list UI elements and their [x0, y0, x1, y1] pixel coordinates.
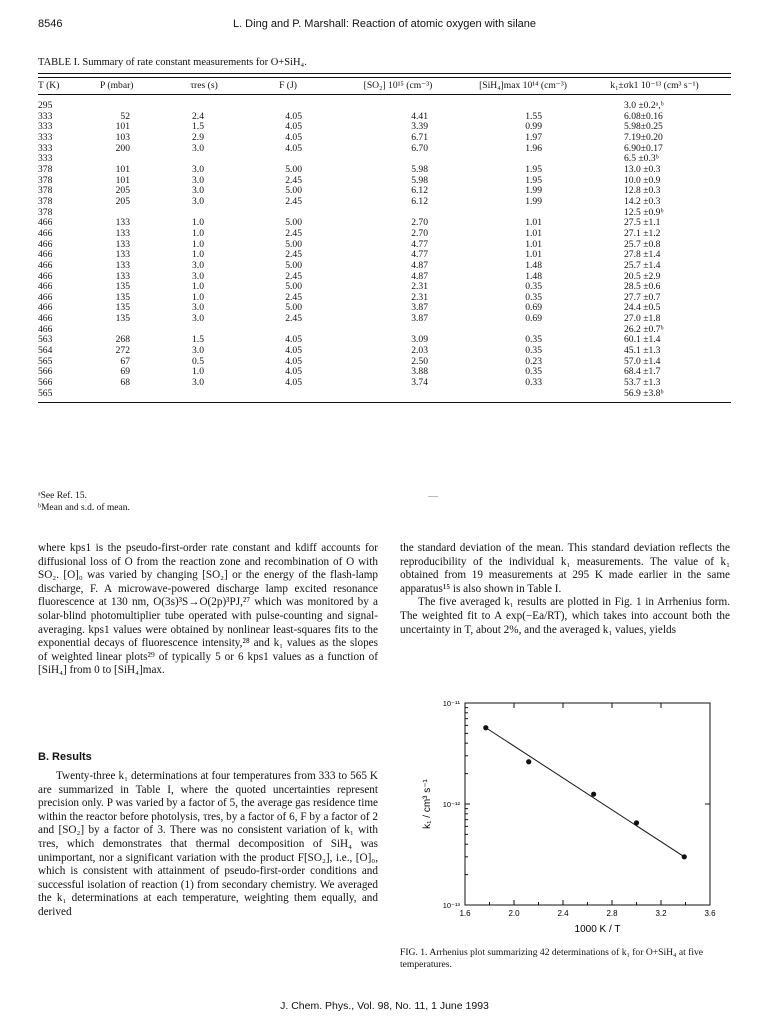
table-cell: 563 [38, 334, 53, 346]
table-cell: 4.05 [285, 142, 302, 154]
paragraph: Twenty-three k₁ determinations at four temperatures from 333 to 565 K are summarized in Table I, where the quoted uncertainties represent precision only. P was varied by a factor of 5, the average gas residence time within the reactor before photolysis, τres, by a factor of 6, F by a factor of 2 and [SO₂] by a factor of 3. There was no consistent variation of k₁ with τres, which demonstrates that thermal decomposition of SiH₄ was unimportant, nor a significant variation with the product F[SO₂], i.e., [O]₀, which is consistent with attainment of pseudo-first-order conditions and successful isolation of reaction (1) from secondary chemistry. We averaged the k₁ determinations at each temperature, weighting them equally, and derived [38, 770, 378, 918]
x-axis-label: 1000 K / T [574, 924, 621, 935]
table-cell [160, 208, 248, 219]
paragraph: the standard deviation of the mean. This standard deviation reflects the reproducibility of the individual k₁ measurements. The value of k₁ obtained from 19 measurements at 295 K made earlier in the same apparatus¹⁵ is also shown in Table I. [400, 542, 730, 595]
table-cell: 4.05 [285, 110, 302, 122]
table-cell [100, 208, 160, 219]
table-cell: 2.45 [285, 195, 302, 207]
y-tick-label: 10⁻¹² [442, 800, 460, 809]
data-point [634, 820, 639, 825]
table-cell: 5.00 [285, 185, 302, 197]
journal-footer: J. Chem. Phys., Vol. 98, No. 11, 1 June 1993 [280, 1000, 489, 1012]
table-cell: 295 [38, 100, 53, 111]
table-cell: 1.99 [525, 195, 542, 207]
table-cell: 28.5 ±0.6 [624, 281, 661, 293]
table-cell: 378 [38, 195, 53, 207]
table-cell: 27.0 ±1.8 [624, 313, 661, 325]
table-cell: 60.1 ±1.4 [624, 334, 661, 346]
table-row [38, 165, 731, 176]
table-cell: 1.0 [192, 281, 204, 293]
table-cell: 4.05 [285, 131, 302, 143]
table-cell: 135 [115, 281, 130, 293]
table-cell: 13.0 ±0.3 [624, 163, 661, 175]
table-cell [100, 389, 160, 403]
table-cell: 333 [38, 131, 53, 143]
table-cell [468, 208, 578, 219]
table-cell: 3.39 [411, 121, 428, 133]
table-cell: 27.1 ±1.2 [624, 227, 661, 239]
table-cell: 135 [115, 302, 130, 314]
table-cell: 52 [120, 110, 130, 122]
table-cell: 135 [115, 313, 130, 325]
table-cell: 14.2 ±0.3 [624, 195, 661, 207]
table-cell: 135 [115, 291, 130, 303]
table-cell: 53.7 ±1.3 [624, 377, 661, 389]
table-cell: 5.98±0.25 [624, 121, 663, 133]
table-cell: 378 [38, 206, 53, 218]
table-cell: 565 [38, 389, 100, 403]
table-cell [468, 154, 578, 165]
table-cell: 2.45 [285, 249, 302, 261]
table-cell: 3.0 [192, 345, 204, 357]
table-cell: 25.7 ±0.8 [624, 238, 661, 250]
table-cell: 68.4 ±1.7 [624, 366, 661, 378]
table-row [38, 197, 731, 208]
table-cell: 24.4 ±0.5 [624, 302, 661, 314]
table-cell: 378 [38, 174, 53, 186]
table-cell: 4.05 [285, 121, 302, 133]
table-cell: 101 [115, 174, 130, 186]
table-cell: 3.0 ±0.2ᵃ,ᵇ [624, 100, 664, 111]
table-cell: 0.33 [525, 377, 542, 389]
table-cell: 3.87 [411, 313, 428, 325]
table-cell: 1.55 [525, 110, 542, 122]
table-cell: 5.00 [285, 163, 302, 175]
table-cell: 2.31 [411, 281, 428, 293]
paragraph: The five averaged k₁ results are plotted in Fig. 1 in Arrhenius form. The weighted fit to A exp(−Ea/RT), which takes into account both the uncertainty in T, about 2%, and the averaged k₁ values, yields [400, 596, 730, 636]
table-cell: 57.0 ±1.4 [624, 355, 661, 367]
table-cell: 4.87 [411, 270, 428, 282]
table-cell: 5.98 [411, 163, 428, 175]
table-cell: 4.05 [285, 355, 302, 367]
table-cell: 2.45 [285, 270, 302, 282]
table-cell [468, 389, 578, 403]
x-tick-label: 2.4 [557, 909, 569, 918]
table-cell: 133 [115, 270, 130, 282]
table-cell: 103 [115, 131, 130, 143]
table-row [38, 95, 731, 112]
table-cell: 5.98 [411, 174, 428, 186]
x-tick-label: 2.8 [606, 909, 618, 918]
table-cell: 45.1 ±1.3 [624, 345, 661, 357]
table-cell: 1.01 [525, 227, 542, 239]
table-cell: 133 [115, 238, 130, 250]
table-cell: 0.69 [525, 313, 542, 325]
table-cell: 5.00 [285, 217, 302, 229]
table-cell: 1.48 [525, 259, 542, 271]
table-cell: 1.95 [525, 163, 542, 175]
table-cell: 5.00 [285, 302, 302, 314]
table-cell: 2.50 [411, 355, 428, 367]
table-cell: 4.05 [285, 377, 302, 389]
paragraph: where kps1 is the pseudo-first-order rate constant and kdiff accounts for diffusional loss of O from the reaction zone and recombination of O with SO₂. [O]₀ was varied by changing [SO₂] or the energy of the flash-lamp discharge, F. A microwave-powered discharge lamp excited resonance fluorescence at 130 nm, O(3s)³S→O(2p)³PJ,²⁷ which was monitored by a solar-blind photomultiplier tube operated with pulse-counting and signal-averaging. kps1 values were obtained by nonlinear least-squares fits to the exponential decays of fluorescence intensity,²⁸ and k₁ values as the slopes of weighted linear plots²⁹ of typically 5 or 6 kps1 values as a function of [SiH₄] from 0 to [SiH₄]max. [38, 542, 378, 677]
table-cell: 2.03 [411, 345, 428, 357]
running-title: L. Ding and P. Marshall: Reaction of atomic oxygen with silane [232, 18, 537, 30]
table-cell: 101 [115, 163, 130, 175]
table-cell: 466 [38, 291, 53, 303]
table-cell: 6.5 ±0.3ᵇ [624, 153, 659, 165]
table-cell [160, 154, 248, 165]
table-cell: 6.12 [411, 185, 428, 197]
table-cell: 3.09 [411, 334, 428, 346]
table-cell: 6.70 [411, 142, 428, 154]
table-cell: 466 [38, 259, 53, 271]
table-cell: 1.01 [525, 217, 542, 229]
table-cell: 5.00 [285, 238, 302, 250]
table-cell: 2.31 [411, 291, 428, 303]
data-point [591, 792, 596, 797]
col-header-k1: k₁±σk1 10⁻¹³ (cm³ s⁻¹) [578, 78, 731, 95]
table-cell: 3.74 [411, 377, 428, 389]
table-cell: 2.4 [192, 110, 204, 122]
page-number: 8546 [38, 18, 63, 30]
col-header-t: T (K) [38, 78, 100, 95]
table-cell: 333 [38, 142, 53, 154]
table-cell: 101 [115, 121, 130, 133]
table-cell: 1.0 [192, 366, 204, 378]
table-cell: 333 [38, 110, 53, 122]
table-cell: 69 [120, 366, 130, 378]
plot-frame [465, 703, 710, 905]
table-cell: 333 [38, 121, 53, 133]
table-cell: 5.00 [285, 259, 302, 271]
table-cell: 26.2 ±0.7ᵇ [624, 323, 664, 335]
table-cell: 0.35 [525, 345, 542, 357]
col-header-so2: [SO₂] 10¹⁵ (cm⁻³) [328, 78, 468, 95]
table-body [38, 95, 731, 403]
table-row [38, 261, 731, 272]
table-cell: 200 [115, 142, 130, 154]
table-cell: 4.05 [285, 334, 302, 346]
table-cell [468, 325, 578, 336]
table-cell: 272 [115, 345, 130, 357]
table-cell: 3.0 [192, 377, 204, 389]
table-cell [100, 154, 160, 165]
table-cell: 1.96 [525, 142, 542, 154]
table-cell [160, 325, 248, 336]
table-cell: 27.5 ±1.1 [624, 217, 661, 229]
table-cell: 56.9 ±3.8ᵇ [578, 389, 731, 403]
table-cell: 2.45 [285, 174, 302, 186]
table-cell [328, 389, 468, 403]
table-cell: 3.0 [192, 163, 204, 175]
col-header-f: F (J) [248, 78, 328, 95]
table-cell: 0.99 [525, 121, 542, 133]
table-cell: 205 [115, 195, 130, 207]
table-cell: 2.45 [285, 227, 302, 239]
table-cell: 3.0 [192, 195, 204, 207]
section-heading: B. Results [38, 751, 92, 763]
table-cell: 2.9 [192, 131, 204, 143]
table-cell: 378 [38, 185, 53, 197]
table-caption: TABLE I. Summary of rate constant measurements for O+SiH₄. [38, 57, 307, 68]
table-cell: 1.48 [525, 270, 542, 282]
table-cell: 0.23 [525, 355, 542, 367]
x-tick-label: 3.2 [655, 909, 667, 918]
table-cell: 1.5 [192, 121, 204, 133]
table-row [38, 389, 731, 403]
arrhenius-plot [395, 695, 730, 940]
col-header-p: P (mbar) [100, 78, 160, 95]
data-point [682, 854, 687, 859]
table-cell: 0.5 [192, 355, 204, 367]
divider [428, 496, 438, 497]
table-cell: 205 [115, 185, 130, 197]
table-row [38, 229, 731, 240]
table-footnote-b: ᵇMean and s.d. of mean. [38, 503, 130, 513]
table-cell: 6.71 [411, 131, 428, 143]
col-header-tres: τres (s) [160, 78, 248, 95]
table-cell: 1.5 [192, 334, 204, 346]
table-cell: 27.8 ±1.4 [624, 249, 661, 261]
table-cell: 67 [120, 355, 130, 367]
table-cell: 1.0 [192, 249, 204, 261]
table-cell: 2.70 [411, 217, 428, 229]
table-cell: 565 [38, 355, 53, 367]
table-cell: 1.95 [525, 174, 542, 186]
table-cell [328, 95, 468, 112]
y-axis-label: k₁ / cm³ s⁻¹ [422, 779, 433, 829]
table-cell: 12.8 ±0.3 [624, 185, 661, 197]
table-cell [248, 389, 328, 403]
body-text-left-2 [38, 770, 378, 920]
table-cell: 133 [115, 217, 130, 229]
table-cell: 3.87 [411, 302, 428, 314]
table-cell: 10.0 ±0.9 [624, 174, 661, 186]
body-text-right [400, 542, 730, 637]
table-cell: 1.01 [525, 249, 542, 261]
x-tick-label: 2.0 [508, 909, 520, 918]
y-tick-label: 10⁻¹³ [442, 901, 460, 910]
table-cell: 3.0 [192, 302, 204, 314]
table-cell: 133 [115, 259, 130, 271]
table-cell: 1.0 [192, 238, 204, 250]
table-cell: 3.0 [192, 270, 204, 282]
table-cell: 3.0 [192, 313, 204, 325]
table-cell: 133 [115, 227, 130, 239]
x-tick-label: 3.6 [704, 909, 716, 918]
fit-line [486, 728, 684, 857]
table-cell: 4.41 [411, 110, 428, 122]
table-cell: 0.35 [525, 366, 542, 378]
table-cell: 6.12 [411, 195, 428, 207]
table-cell: 564 [38, 345, 53, 357]
data-point [526, 759, 531, 764]
table-cell: 466 [38, 270, 53, 282]
table-cell: 4.77 [411, 238, 428, 250]
x-tick-label: 1.6 [459, 909, 471, 918]
table-cell: 7.19±0.20 [624, 131, 663, 143]
table-cell [248, 95, 328, 112]
table-cell: 6.08±0.16 [624, 110, 663, 122]
table-cell: 3.0 [192, 174, 204, 186]
table-cell: 378 [38, 163, 53, 175]
table-cell: 466 [38, 313, 53, 325]
table-cell: 4.05 [285, 345, 302, 357]
table-cell: 0.69 [525, 302, 542, 314]
table-cell: 466 [38, 238, 53, 250]
table-cell [328, 325, 468, 336]
table-cell: 3.0 [192, 259, 204, 271]
table-cell: 2.70 [411, 227, 428, 239]
table-cell: 466 [38, 323, 53, 335]
table-cell [468, 95, 578, 112]
table-cell: 0.35 [525, 334, 542, 346]
rate-constant-table [38, 73, 731, 403]
col-header-sih4: [SiH₄]max 10¹⁴ (cm⁻³) [468, 78, 578, 95]
table-cell: 0.35 [525, 291, 542, 303]
table-cell: 1.0 [192, 227, 204, 239]
table-cell: 68 [120, 377, 130, 389]
table-cell: 27.7 ±0.7 [624, 291, 661, 303]
table-cell: 4.05 [285, 366, 302, 378]
data-point [483, 725, 488, 730]
table-cell [100, 325, 160, 336]
table-cell: 5.00 [285, 281, 302, 293]
table-cell: 566 [38, 377, 53, 389]
table-cell [328, 154, 468, 165]
table-cell [100, 95, 160, 112]
table-cell: 566 [38, 366, 53, 378]
y-tick-label: 10⁻¹¹ [442, 699, 460, 708]
body-text-left-1 [38, 542, 378, 678]
table-cell [328, 208, 468, 219]
table-cell: 3.0 [192, 185, 204, 197]
table-cell: 333 [38, 153, 53, 165]
table-cell: 466 [38, 217, 53, 229]
table-cell: 1.0 [192, 217, 204, 229]
figure-caption: FIG. 1. Arrhenius plot summarizing 42 determinations of k₁ for O+SiH₄ at five temperatures. [400, 947, 704, 970]
table-cell: 466 [38, 227, 53, 239]
table-cell: 3.0 [192, 142, 204, 154]
table-cell: 2.45 [285, 291, 302, 303]
table-cell [160, 95, 248, 112]
table-cell: 268 [115, 334, 130, 346]
table-cell: 3.88 [411, 366, 428, 378]
table-cell: 133 [115, 249, 130, 261]
table-cell [160, 389, 248, 403]
table-cell: 4.77 [411, 249, 428, 261]
table-cell: 1.97 [525, 131, 542, 143]
table-cell: 2.45 [285, 313, 302, 325]
table-cell: 1.99 [525, 185, 542, 197]
table-cell: 466 [38, 249, 53, 261]
table-footnote-a: ᵃSee Ref. 15. [38, 491, 88, 501]
table-cell: 1.0 [192, 291, 204, 303]
table-cell: 6.90±0.17 [624, 142, 663, 154]
table-cell: 12.5 ±0.9ᵇ [624, 206, 664, 218]
table-cell: 1.01 [525, 238, 542, 250]
table-cell: 4.87 [411, 259, 428, 271]
table-cell: 0.35 [525, 281, 542, 293]
table-cell: 25.7 ±1.4 [624, 259, 661, 271]
table-cell: 466 [38, 281, 53, 293]
table-cell: 20.5 ±2.9 [624, 270, 661, 282]
table-cell: 466 [38, 302, 53, 314]
